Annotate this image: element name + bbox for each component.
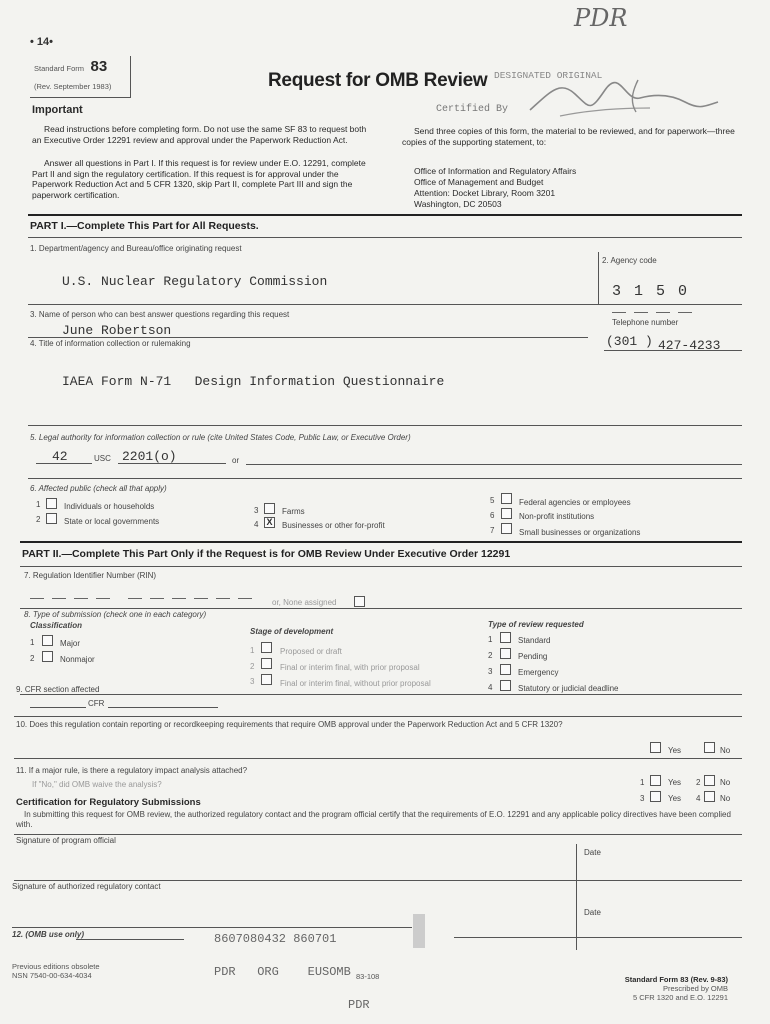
businesses-checkbox[interactable]: X (264, 517, 275, 528)
q11-label: 11. If a major rule, is there a regulatory impact analysis attached? (16, 766, 248, 775)
date-label: Date (584, 908, 601, 917)
omb-address (414, 166, 576, 210)
opt-num: 1 (36, 500, 41, 509)
phone-area-value: (301 ) (606, 334, 653, 349)
important-para-1: Read instructions before completing form. Do not use the same SF 83 to request both an Executive Order 12291 review and approval under the Paperwork Reduction Act. (32, 124, 367, 145)
usc-label: USC (94, 454, 111, 463)
q9-label: 9. CFR section affected (16, 685, 100, 694)
federal-label: Federal agencies or employees (519, 498, 631, 507)
pdr-annotation: PDR (574, 4, 628, 32)
statutory-checkbox[interactable] (500, 680, 511, 691)
classification-heading: Classification (30, 621, 83, 630)
address-line: Attention: Docket Library, Room 3201 (414, 188, 556, 198)
final-with-proposal-label: Final or interim final, with prior proposal (280, 663, 420, 672)
q5-label: 5. Legal authority for information collection or rule (cite United States Code, Public Law, or Executive Order) (30, 433, 411, 442)
legal-title-value: 42 (52, 449, 68, 464)
docket-stamp (214, 912, 370, 1024)
q12-label: 12. (OMB use only) (12, 930, 85, 939)
q7-label: 7. Regulation Identifier Number (RIN) (24, 571, 157, 580)
q10-yes-label: Yes (668, 746, 682, 755)
part2-heading: PART II.—Complete This Part Only if the Request is for OMB Review Under Executive Order 12291 (22, 548, 511, 560)
opt-num: 2 (696, 778, 701, 787)
final-without-proposal-checkbox[interactable] (261, 674, 272, 685)
address-line: Washington, DC 20503 (414, 199, 502, 209)
sig-contact-label: Signature of authorized regulatory contact (12, 882, 161, 891)
microfilm-mark (413, 914, 425, 948)
major-checkbox[interactable] (42, 635, 53, 646)
none-assigned-label: or, None assigned (272, 598, 337, 607)
state-local-checkbox[interactable] (46, 513, 57, 524)
state-local-label: State or local governments (64, 517, 160, 526)
q10-label: 10. Does this regulation contain reporting or recordkeeping requirements that require OMB approval under the Paperwork Reduction Act and 5 CFR 1320? (16, 720, 563, 729)
opt-num: 3 (640, 794, 645, 803)
individuals-label: Individuals or households (64, 502, 155, 511)
date-label: Date (584, 848, 601, 857)
address-line: Office of Management and Budget (414, 177, 544, 187)
opt-num: 2 (30, 654, 35, 663)
emergency-checkbox[interactable] (500, 664, 511, 675)
farms-label: Farms (282, 507, 305, 516)
footer-right (560, 975, 728, 1002)
opt-num: 4 (488, 683, 493, 692)
sig-program-label: Signature of program official (16, 836, 116, 845)
nonmajor-checkbox[interactable] (42, 651, 53, 662)
q10-no-label: No (720, 746, 731, 755)
stage-heading: Stage of development (250, 627, 334, 636)
collection-title-value: IAEA Form N-71 Design Information Questionnaire (62, 374, 445, 389)
q8-label: 8. Type of submission (check one in each category) (24, 610, 207, 619)
cfr-label: CFR (88, 699, 105, 708)
standard-label: Standard (518, 636, 551, 645)
opt-num: 3 (254, 506, 259, 515)
docket-stamp-line: PDR (348, 998, 370, 1012)
or-label: or (232, 456, 240, 465)
opt-num: 1 (488, 635, 493, 644)
q11-waive-yes-checkbox[interactable] (650, 791, 661, 802)
pending-checkbox[interactable] (500, 648, 511, 659)
none-assigned-checkbox[interactable] (354, 596, 365, 607)
contact-name-value: June Robertson (62, 323, 172, 338)
footer-left-1: Previous editions obsolete (12, 962, 100, 971)
form-revision: (Rev. September 1983) (34, 82, 112, 91)
final-without-proposal-label: Final or interim final, without prior proposal (280, 679, 431, 688)
footer-center: 83-108 (356, 972, 380, 981)
opt-num: 5 (490, 496, 495, 505)
review-heading: Type of review requested (488, 620, 584, 629)
docket-stamp-line: 8607080432 860701 (214, 932, 337, 946)
form-number: 83 (90, 58, 108, 75)
phone-number-value: 427-4233 (658, 338, 721, 353)
opt-num: 3 (250, 677, 255, 686)
part1-heading: PART I.—Complete This Part for All Requests. (30, 220, 259, 232)
opt-num: 1 (250, 646, 255, 655)
footer-right-2: Prescribed by OMB (662, 984, 728, 993)
individuals-checkbox[interactable] (46, 498, 57, 509)
nonprofit-checkbox[interactable] (501, 508, 512, 519)
standard-checkbox[interactable] (500, 632, 511, 643)
proposed-label: Proposed or draft (280, 647, 342, 656)
docket-stamp-line: PDR ORG EUSOMB (214, 965, 351, 979)
opt-num: 1 (30, 638, 35, 647)
final-with-proposal-checkbox[interactable] (261, 658, 272, 669)
page-title: Request for OMB Review (268, 70, 488, 91)
cert-text: In submitting this request for OMB review, the authorized regulatory contact and the program official certify that the requirements of E.O. 12291 and any applicable policy directives have been complied with. (16, 810, 731, 829)
q11-waive-no-label: No (720, 794, 731, 803)
q10-no-checkbox[interactable] (704, 742, 715, 753)
pending-label: Pending (518, 652, 548, 661)
q11-waive-no-checkbox[interactable] (704, 791, 715, 802)
footer-right-1: Standard Form 83 (Rev. 9-83) (624, 975, 728, 984)
emergency-label: Emergency (518, 668, 559, 677)
opt-num: 4 (696, 794, 701, 803)
footer-left-2: NSN 7540-00-634-4034 (12, 971, 92, 980)
q1-label: 1. Department/agency and Bureau/office originating request (30, 244, 242, 253)
form-name: Standard Form (34, 64, 85, 73)
opt-num: 2 (36, 515, 41, 524)
address-line: Office of Information and Regulatory Affairs (414, 166, 577, 176)
opt-num: 3 (488, 667, 493, 676)
q3-label: 3. Name of person who can best answer questions regarding this request (30, 310, 290, 319)
opt-num: 2 (250, 662, 255, 671)
q11-sub-label: If "No," did OMB waive the analysis? (32, 780, 162, 789)
nonprofit-label: Non-profit institutions (519, 512, 595, 521)
certified-by-stamp: Certified By (436, 104, 509, 115)
major-label: Major (60, 639, 81, 648)
legal-section-value: 2201(o) (122, 449, 177, 464)
designated-original-stamp: DESIGNATED ORIGINAL (494, 70, 603, 81)
cert-heading: Certification for Regulatory Submissions (16, 797, 201, 808)
important-para-2: Answer all questions in Part I. If this request is for review under E.O. 12291, complete Part II and sign the regulatory certification. If this request is for approval under the Paperwork Reduction Act and 5 CFR 1320, skip Part II, complete Part III and sign the paperwork certification. (32, 158, 366, 200)
q11-no-checkbox[interactable] (704, 775, 715, 786)
opt-num: 7 (490, 526, 495, 535)
q4-label: 4. Title of information collection or rulemaking (30, 339, 191, 348)
q10-yes-checkbox[interactable] (650, 742, 661, 753)
q2-label: 2. Agency code (602, 256, 657, 265)
footer-right-3: 5 CFR 1320 and E.O. 12291 (632, 993, 728, 1002)
q1-agency-value: U.S. Nuclear Regulatory Commission (62, 274, 328, 289)
opt-num: 6 (490, 511, 495, 520)
small-business-checkbox[interactable] (501, 523, 512, 534)
certifier-signature (520, 72, 720, 120)
federal-checkbox[interactable] (501, 493, 512, 504)
send-instructions: Send three copies of this form, the material to be reviewed, and for paperwork—three copies of the supporting statement, to: (402, 126, 735, 147)
farms-checkbox[interactable] (264, 503, 275, 514)
proposed-checkbox[interactable] (261, 642, 272, 653)
top-marks: • 14• (30, 36, 53, 48)
important-heading: Important (32, 104, 83, 116)
q11-yes-checkbox[interactable] (650, 775, 661, 786)
opt-num: 1 (640, 778, 645, 787)
phone-label: Telephone number (612, 318, 679, 327)
businesses-label: Businesses or other for-profit (282, 521, 385, 530)
form-id (34, 58, 107, 76)
q11-yes-label: Yes (668, 778, 682, 787)
statutory-label: Statutory or judicial deadline (518, 684, 619, 693)
small-business-label: Small businesses or organizations (519, 528, 641, 537)
q11-no-label: No (720, 778, 731, 787)
agency-code-value: 3 1 5 0 (612, 283, 690, 300)
opt-num: 4 (254, 520, 259, 529)
opt-num: 2 (488, 651, 493, 660)
q11-waive-yes-label: Yes (668, 794, 682, 803)
nonmajor-label: Nonmajor (60, 655, 95, 664)
q6-label: 6. Affected public (check all that apply) (30, 484, 167, 493)
